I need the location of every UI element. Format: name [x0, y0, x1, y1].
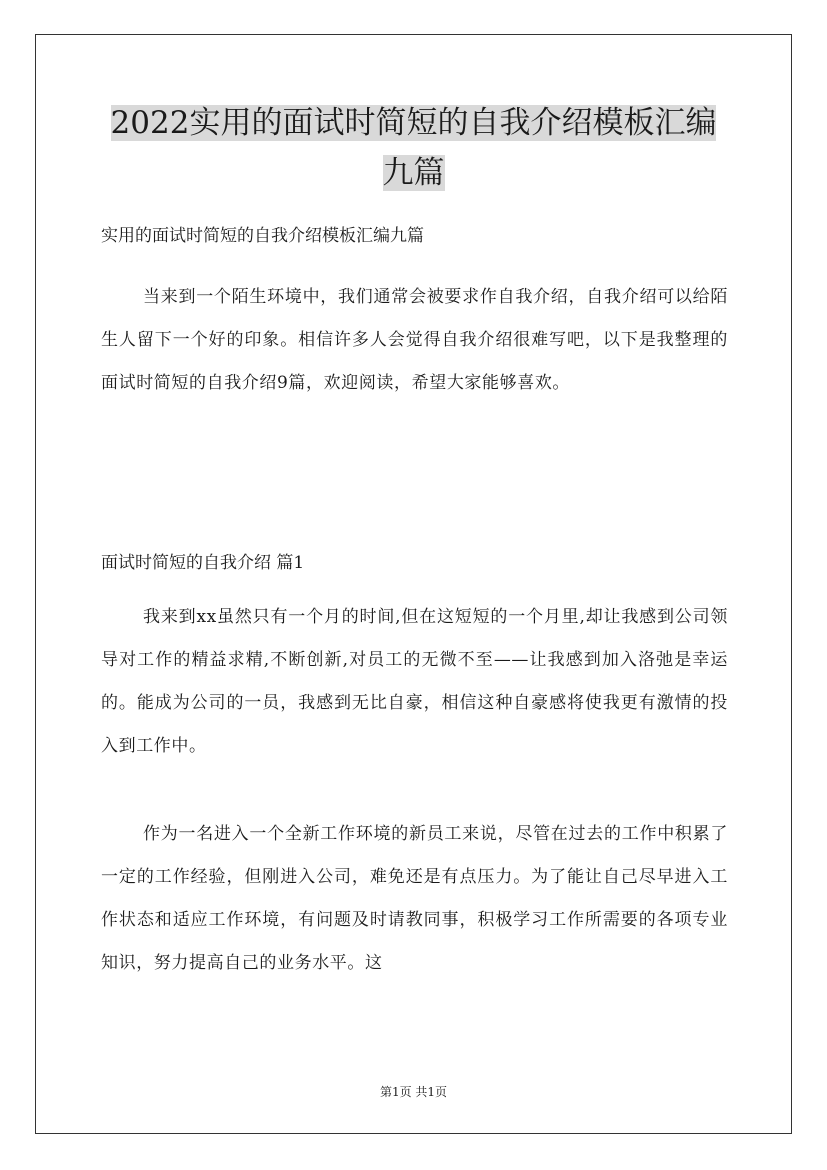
- document-title: [100, 98, 727, 198]
- document-subtitle: 实用的面试时简短的自我介绍模板汇编九篇: [101, 226, 424, 246]
- body-paragraph-1: 我来到xx虽然只有一个月的时间,但在这短短的一个月里,却让我感到公司领导对工作的精益求精,不断创新,对员工的无微不至——让我感到加入洛弛是幸运的。能成为公司的一员，我感到无比自豪，相信这种自豪感将使我更有激情的投入到工作中。: [101, 607, 728, 756]
- page-footer: 第1页 共1页: [379, 1085, 448, 1099]
- body-paragraph-2: 作为一名进入一个全新工作环境的新员工来说，尽管在过去的工作中积累了一定的工作经验，但刚进入公司，难免还是有点压力。为了能让自己尽早进入工作状态和适应工作环境，有问题及时请教同事，积极学习工作所需要的各项专业知识，努力提高自己的业务水平。这: [101, 824, 728, 973]
- intro-paragraph: 当来到一个陌生环境中，我们通常会被要求作自我介绍，自我介绍可以给陌生人留下一个好的印象。相信许多人会觉得自我介绍很难写吧，以下是我整理的面试时简短的自我介绍9篇，欢迎阅读，希望大家能够喜欢。: [101, 287, 728, 393]
- document-title-text: 2022实用的面试时简短的自我介绍模板汇编九篇: [110, 105, 717, 191]
- section-heading: 面试时简短的自我介绍 篇1: [101, 553, 305, 573]
